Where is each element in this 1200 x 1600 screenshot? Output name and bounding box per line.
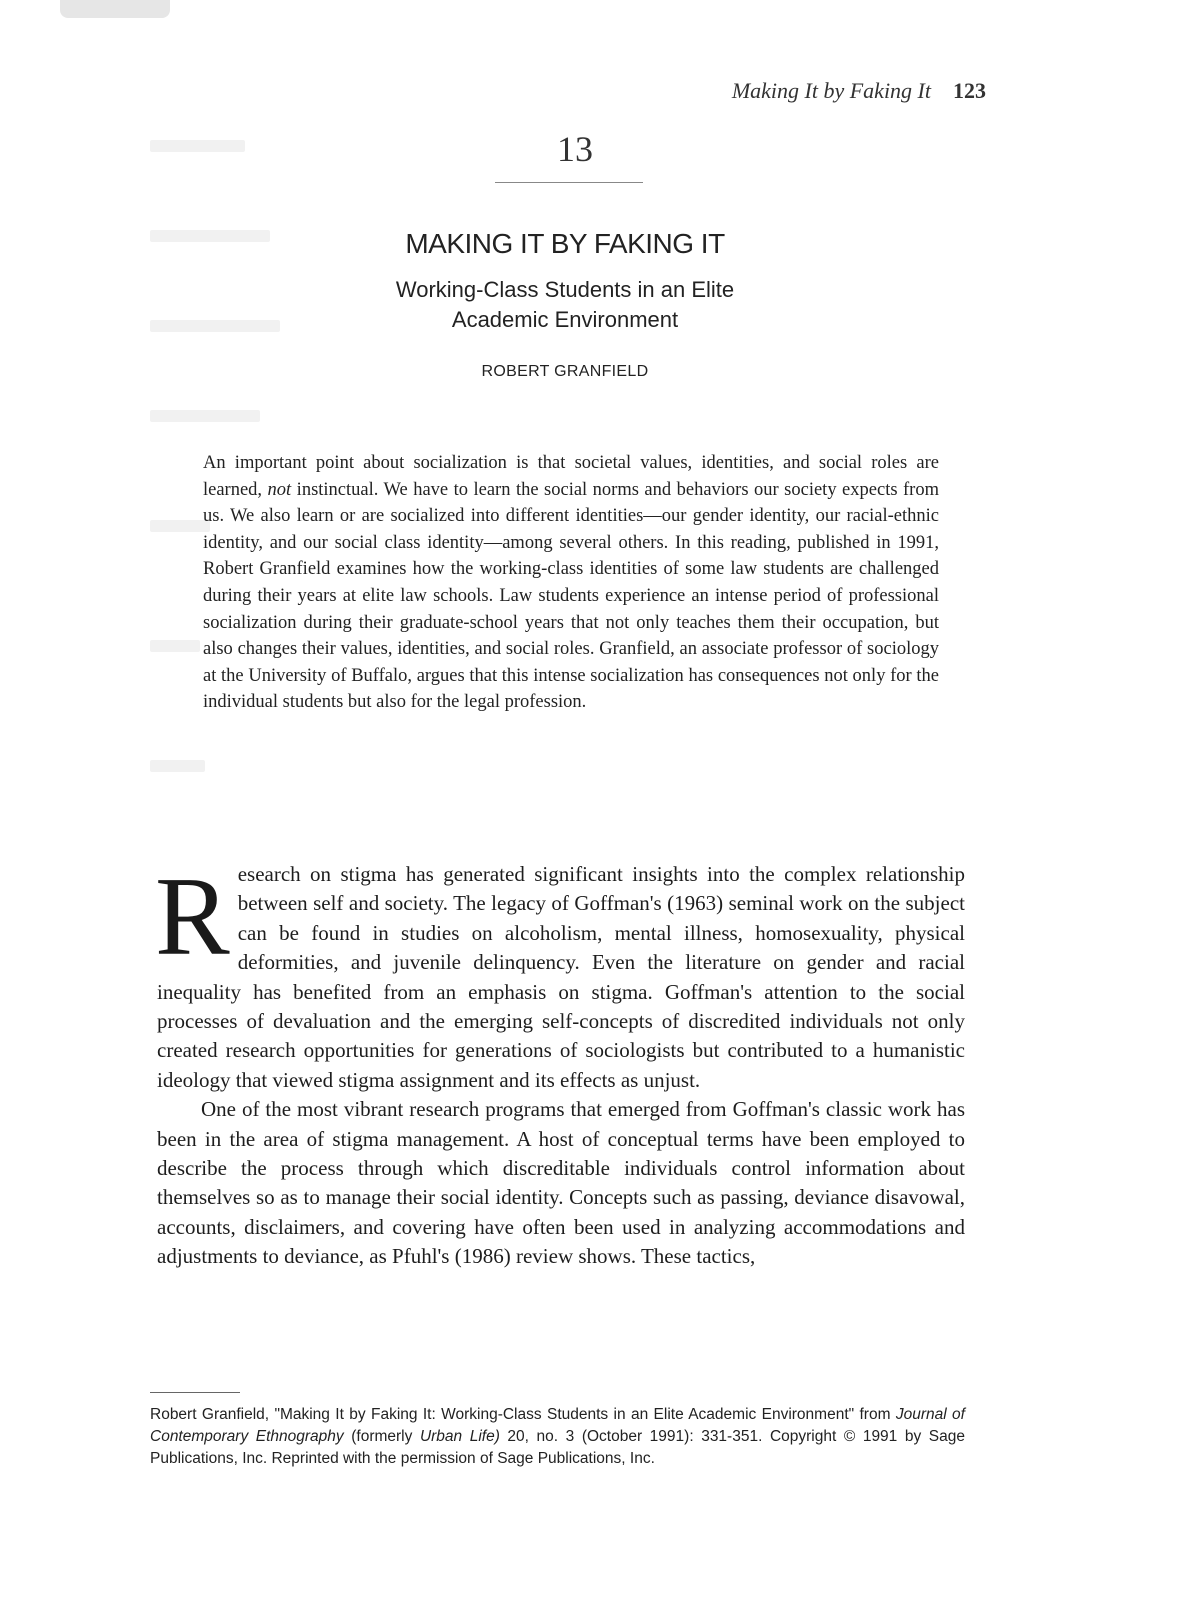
chapter-number: 13 (557, 129, 593, 169)
abstract-emphasis: not (267, 479, 292, 500)
drop-cap: R (155, 855, 230, 979)
article-body (155, 855, 965, 1272)
source-footnote (150, 1404, 965, 1470)
bleed-through-line (150, 410, 260, 422)
footnote-text-1: Robert Granfield, "Making It by Faking It: Working-Class Students in an Elite Academic Environment" from (150, 1406, 896, 1423)
running-head (732, 78, 986, 104)
footnote-divider (150, 1392, 240, 1393)
footnote-journal: Journal of Contemporary Ethnography (150, 1406, 965, 1445)
abstract-text-end: instinctual. We have to learn the social norms and behaviors our society expects from us. We also learn or are socialized into different identities—our gender identity, our racial-ethnic identity, and our social class identity—among several others. In this reading, published in 1991, Robert Granfield examines how the working-class identities of some law students are challenged during their years at elite law schools. Law students experience an intense period of professional socialization during their graduate-school years that not only teaches them their occupation, but also changes their values, identities, and social roles. Granfield, an associate professor of sociology at the University of Buffalo, argues that this intense socialization has consequences not only for the individual students but also for the legal profession. (203, 479, 939, 713)
footnote-former-title: Urban Life) (419, 1428, 500, 1445)
bleed-through-line (150, 320, 280, 332)
footnote-text-2: (formerly (343, 1428, 420, 1445)
body-paragraph-2: One of the most vibrant research programs that emerged from Goffman's classic work has been in the area of stigma management. A host of conceptual terms have been employed to describe the process through which discreditable individuals control information about themselves so as to manage their social identity. Concepts such as passing, deviance disavowal, accounts, disclaimers, and covering have often been used in analyzing accommodations and adjustments to deviance, as Pfuhl's (1986) review shows. These tactics, (157, 1097, 965, 1269)
author-name: ROBERT GRANFIELD (481, 363, 649, 380)
body-paragraph-1 (155, 855, 965, 1095)
scan-shadow (60, 0, 170, 18)
chapter-subtitle (300, 275, 830, 335)
subtitle-line-2: Academic Environment (451, 307, 679, 332)
running-head-title: Making It by Faking It (731, 78, 931, 103)
page-number: 123 (953, 78, 986, 103)
bleed-through-line (150, 640, 200, 652)
paragraph-1-text: esearch on stigma has generated significant insights into the complex relationship between self and society. The legacy of Goffman's (1963) seminal work on the subject can be found in studies on alcoholism, mental illness, homosexuality, physical deformities, and juvenile delinquency. Even the literature on gender and racial inequality has benefited from an emphasis on stigma. Goffman's attention to the social processes of devaluation and the emerging self-concepts of discredited individuals not only created research opportunities for generations of sociologists but contributed to a humanistic ideology that viewed stigma assignment and its effects as unjust. (157, 862, 965, 1092)
chapter-title: MAKING IT BY FAKING IT (405, 228, 725, 259)
bleed-through-line (150, 230, 270, 242)
abstract-text-start: An important point about socialization is that societal values, identities, and social roles are learned, (203, 453, 939, 500)
footnote-text-3: 20, no. 3 (October 1991): 331-351. Copyright © 1991 by Sage Publications, Inc. Reprinted with the permission of Sage Publications, Inc. (150, 1428, 965, 1467)
bleed-through-line (150, 760, 205, 772)
subtitle-line-1: Working-Class Students in an Elite (395, 277, 735, 302)
editor-introduction (203, 450, 939, 716)
chapter-divider (495, 182, 643, 183)
bleed-through-line (150, 520, 210, 532)
